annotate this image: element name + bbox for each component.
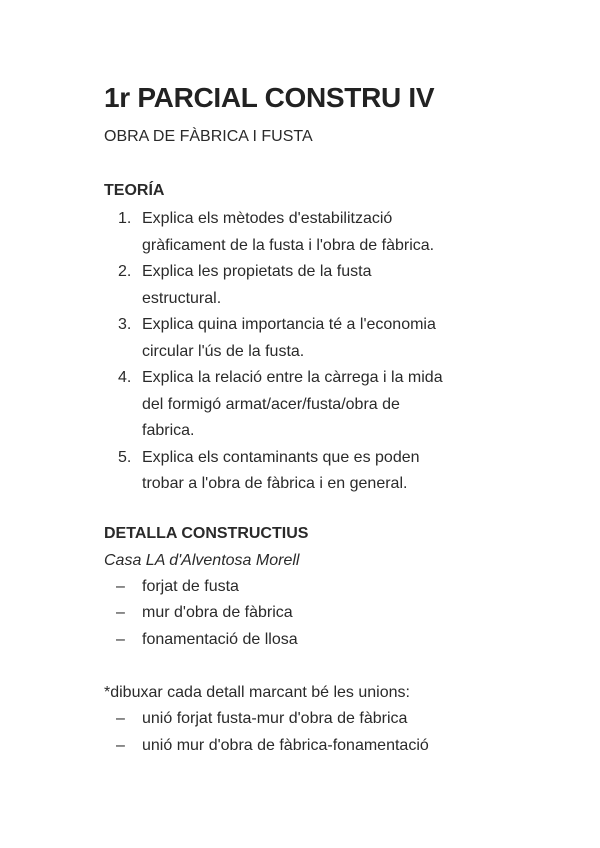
unions-item <box>104 733 574 760</box>
dash-bullet: – <box>116 710 125 727</box>
dash-bullet: – <box>116 630 125 648</box>
theory-item-number: 4. <box>118 369 132 386</box>
theory-item-number: 2. <box>118 263 132 280</box>
theory-item-line: Explica els mètodes d'estabilització <box>142 210 393 227</box>
dash-bullet: – <box>116 604 125 621</box>
details-item-label: forjat de fusta <box>142 577 239 595</box>
theory-item-line: fabrica. <box>142 422 195 439</box>
theory-heading: TEORÍA <box>104 182 165 199</box>
theory-item <box>104 445 574 498</box>
theory-item-number: 3. <box>118 316 132 333</box>
theory-item-line: Explica els contaminants que es poden <box>142 448 420 466</box>
theory-item-number: 5. <box>118 448 132 466</box>
theory-item-line: Explica quina importancia té a l'economia <box>142 316 436 333</box>
theory-item-line: Explica la relació entre la càrrega i la mida <box>142 369 443 386</box>
theory-item <box>104 259 574 312</box>
theory-item-line: Explica les propietats de la fusta <box>142 263 372 280</box>
details-item <box>104 627 574 654</box>
details-heading: DETALLA CONSTRUCTIUS <box>104 524 309 542</box>
theory-item-line: del formigó armat/acer/fusta/obra de <box>142 395 400 413</box>
theory-list <box>104 206 574 498</box>
details-item-label: fonamentació de llosa <box>142 630 298 648</box>
document-page <box>104 80 574 759</box>
theory-item-line: gràficament de la fusta i l'obra de fàbrica. <box>142 236 435 254</box>
unions-item-label: unió mur d'obra de fàbrica-fonamentació <box>142 736 429 754</box>
details-item <box>104 574 574 601</box>
dash-bullet: – <box>116 736 125 754</box>
details-item-label: mur d'obra de fàbrica <box>142 604 293 621</box>
unions-item <box>104 706 574 733</box>
theory-item <box>104 365 574 445</box>
page-title: 1r PARCIAL CONSTRU IV <box>104 82 435 113</box>
page-subtitle: OBRA DE FÀBRICA I FUSTA <box>104 128 313 145</box>
case-name: Casa LA d'Alventosa Morell <box>104 551 300 569</box>
dash-bullet: – <box>116 577 125 595</box>
theory-item <box>104 206 574 259</box>
theory-item-line: circular l'ús de la fusta. <box>142 342 305 360</box>
unions-item-label: unió forjat fusta-mur d'obra de fàbrica <box>142 710 408 727</box>
theory-item-line: estructural. <box>142 289 222 307</box>
theory-item-number: 1. <box>118 210 132 227</box>
details-item <box>104 600 574 627</box>
theory-item-line: trobar a l'obra de fàbrica i en general. <box>142 475 408 492</box>
theory-item <box>104 312 574 365</box>
details-list <box>104 574 574 654</box>
unions-note: *dibuxar cada detall marcant bé les unions: <box>104 684 410 701</box>
unions-list <box>104 706 574 759</box>
